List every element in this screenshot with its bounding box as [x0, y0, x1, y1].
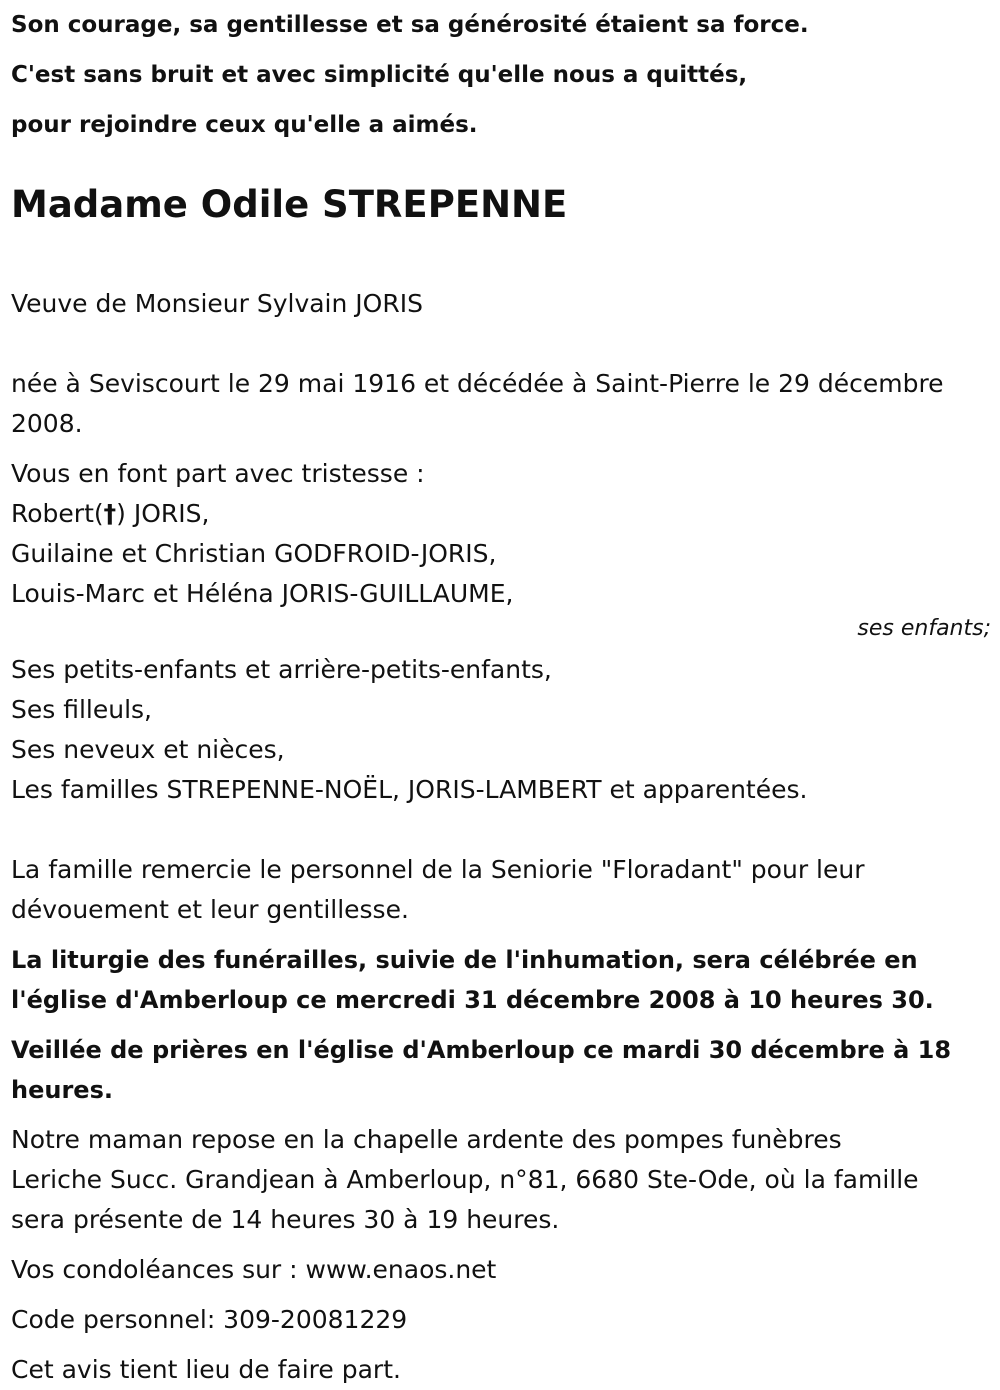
child-robert: [11, 494, 991, 534]
child-guilaine: Guilaine et Christian GODFROID-JORIS,: [11, 539, 497, 568]
deceased-name: Madame Odile STREPENNE: [11, 183, 568, 226]
family-line: Ses filleuls,: [11, 695, 153, 724]
birth-death: [11, 364, 991, 444]
condolences-link: Vos condoléances sur : www.enaos.net: [11, 1255, 497, 1284]
thanks-line: La famille remercie le personnel de la Seniorie "Floradant" pour leur: [11, 855, 865, 884]
funeral-line: La liturgie des funérailles, suivie de l'inhumation, sera célébrée en: [11, 946, 918, 974]
funeral-line: l'église d'Amberloup ce mercredi 31 décembre 2008 à 10 heures 30.: [11, 986, 934, 1014]
epigraph: [11, 0, 991, 150]
vigil-line: heures.: [11, 1076, 113, 1104]
epigraph-line: Son courage, sa gentillesse et sa générosité étaient sa force.: [11, 12, 809, 38]
vigil-info: [11, 1030, 991, 1110]
epigraph-line: pour rejoindre ceux qu'elle a aimés.: [11, 112, 478, 138]
notice-footer: Cet avis tient lieu de faire part.: [11, 1355, 401, 1384]
chapel-line: Leriche Succ. Grandjean à Amberloup, n°81, 6680 Ste-Ode, où la famille: [11, 1165, 919, 1194]
chapel-line: sera présente de 14 heures 30 à 19 heures.: [11, 1205, 560, 1234]
birth-death-line: née à Seviscourt le 29 mai 1916 et décédée à Saint-Pierre le 29 décembre: [11, 369, 944, 398]
thanks-line: dévouement et leur gentillesse.: [11, 895, 409, 924]
family-line: Ses neveux et nièces,: [11, 735, 285, 764]
announcement-intro: Vous en font part avec tristesse :: [11, 459, 425, 488]
child-louis-marc: Louis-Marc et Héléna JORIS-GUILLAUME,: [11, 579, 514, 608]
birth-death-line: 2008.: [11, 409, 83, 438]
child-name-rest: ) JORIS,: [116, 499, 210, 528]
epigraph-line: C'est sans bruit et avec simplicité qu'elle nous a quittés,: [11, 62, 748, 88]
chapel-info: [11, 1120, 991, 1240]
children-label: ses enfants;: [857, 616, 991, 641]
obituary-notice: [11, 0, 991, 1390]
family-line: Les familles STREPENNE-NOËL, JORIS-LAMBERT et apparentées.: [11, 775, 808, 804]
cross-icon: †: [103, 499, 117, 528]
family-line: Ses petits-enfants et arrière-petits-enfants,: [11, 655, 552, 684]
personal-code: Code personnel: 309-20081229: [11, 1305, 408, 1334]
widow-of: Veuve de Monsieur Sylvain JORIS: [11, 289, 423, 318]
funeral-info: [11, 940, 991, 1020]
thanks: [11, 850, 991, 930]
chapel-line: Notre maman repose en la chapelle ardente des pompes funèbres: [11, 1125, 842, 1154]
announcement: [11, 454, 991, 810]
vigil-line: Veillée de prières en l'église d'Amberloup ce mardi 30 décembre à 18: [11, 1036, 952, 1064]
child-name: Robert(: [11, 499, 104, 528]
